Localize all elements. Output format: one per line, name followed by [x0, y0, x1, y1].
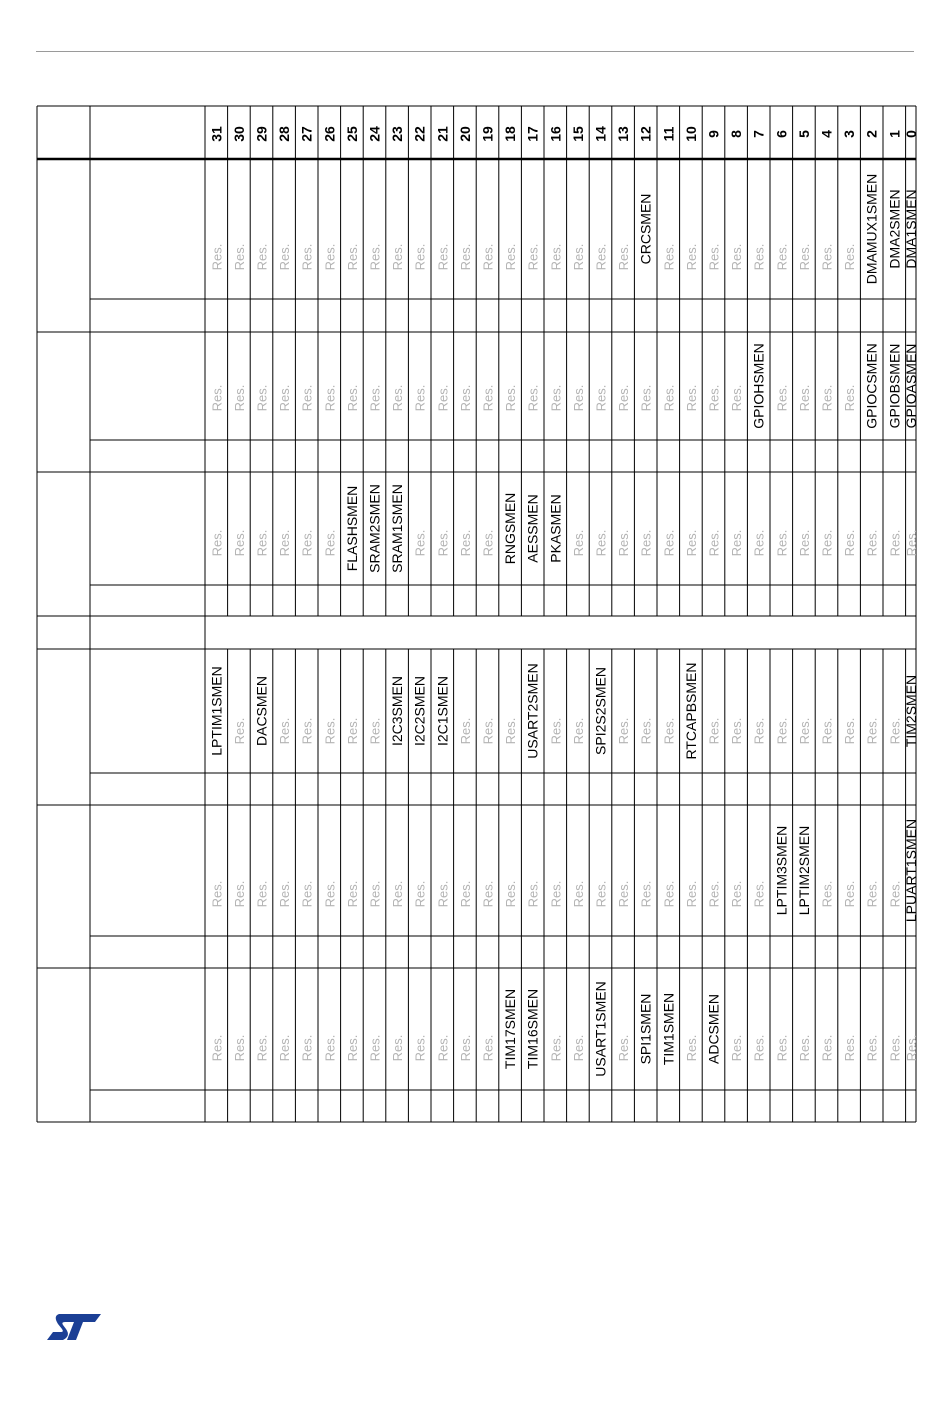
reserved-bit-label: Res. [751, 880, 767, 908]
reserved-bit-label: Res. [729, 717, 745, 745]
bit-number: 5 [795, 130, 812, 138]
reserved-bit-label: Res. [751, 529, 767, 557]
field-name-label: RTCAPBSMEN [682, 662, 699, 760]
bit-number: 15 [569, 126, 586, 142]
reserved-bit-label: Res. [570, 1034, 586, 1062]
reserved-bit-label: Res. [729, 243, 745, 271]
reserved-bit-label: Res. [525, 384, 541, 412]
reserved-bit-label: Res. [435, 529, 451, 557]
reserved-bit-label: Res. [593, 243, 609, 271]
reserved-bit-label: Res. [322, 243, 338, 271]
reserved-bit-label: Res. [593, 384, 609, 412]
bit-number: 9 [705, 130, 722, 138]
bit-number-row [208, 126, 919, 142]
reserved-bit-label: Res. [570, 880, 586, 908]
reserved-bit-label: Res. [480, 529, 496, 557]
reserved-bit-label: Res. [299, 880, 315, 908]
field-name-label: LPUART1SMEN [902, 818, 919, 923]
reserved-bit-label: Res. [842, 880, 858, 908]
reserved-bit-label: Res. [209, 384, 225, 412]
field-name-label: GPIOCSMEN [863, 343, 880, 429]
reserved-bit-label: Res. [277, 384, 293, 412]
reserved-bit-label: Res. [390, 243, 406, 271]
reserved-bit-label: Res. [796, 529, 812, 557]
reserved-bit-label: Res. [638, 880, 654, 908]
reserved-bit-label: Res. [616, 717, 632, 745]
field-name-label: RNGSMEN [502, 492, 519, 565]
reserved-bit-label: Res. [706, 243, 722, 271]
reserved-bit-label: Res. [683, 384, 699, 412]
bit-number: 17 [524, 126, 541, 142]
reserved-bit-label: Res. [842, 717, 858, 745]
bit-number: 27 [298, 126, 315, 142]
field-name-label: AESSMEN [524, 494, 541, 563]
reserved-bit-label: Res. [480, 717, 496, 745]
reserved-bit-label: Res. [729, 880, 745, 908]
reserved-bit-label: Res. [887, 880, 903, 908]
reserved-bit-label: Res. [548, 243, 564, 271]
bit-number: 28 [276, 126, 293, 142]
reserved-bit-label: Res. [344, 384, 360, 412]
reserved-bit-label: Res. [774, 384, 790, 412]
reserved-bit-label: Res. [570, 529, 586, 557]
reserved-bit-label: Res. [903, 529, 919, 557]
reserved-bit-label: Res. [457, 880, 473, 908]
reserved-bit-label: Res. [344, 1034, 360, 1062]
reserved-bit-label: Res. [390, 384, 406, 412]
bit-number: 21 [434, 126, 451, 142]
reserved-bit-label: Res. [435, 880, 451, 908]
reserved-bit-label: Res. [277, 717, 293, 745]
reserved-bit-label: Res. [480, 880, 496, 908]
field-name-label: GPIOBSMEN [886, 343, 903, 429]
reserved-bit-label: Res. [593, 880, 609, 908]
reserved-bit-label: Res. [277, 1034, 293, 1062]
field-name-cells [208, 174, 919, 1077]
reserved-bit-label: Res. [412, 880, 428, 908]
reserved-bit-label: Res. [412, 1034, 428, 1062]
reserved-bit-label: Res. [231, 880, 247, 908]
field-name-label: I2C3SMEN [389, 675, 406, 747]
reserved-bit-label: Res. [661, 717, 677, 745]
reserved-bit-label: Res. [729, 1034, 745, 1062]
bit-number: 22 [411, 126, 428, 142]
bit-number: 16 [547, 126, 564, 142]
reserved-bit-label: Res. [638, 529, 654, 557]
reserved-bit-label: Res. [457, 384, 473, 412]
reserved-bit-label: Res. [209, 880, 225, 908]
reserved-bit-label: Res. [796, 1034, 812, 1062]
reserved-bit-label: Res. [774, 1034, 790, 1062]
field-name-label: I2C2SMEN [411, 675, 428, 747]
reserved-bit-label: Res. [819, 717, 835, 745]
reserved-bit-label: Res. [887, 717, 903, 745]
field-name-label: LPTIM1SMEN [208, 666, 225, 756]
reserved-bit-label: Res. [367, 1034, 383, 1062]
reserved-bit-label: Res. [390, 1034, 406, 1062]
reserved-bit-label: Res. [525, 243, 541, 271]
reserved-bit-label: Res. [729, 529, 745, 557]
bit-number: 31 [208, 126, 225, 142]
reserved-bit-label: Res. [299, 717, 315, 745]
bit-number: 13 [615, 126, 632, 142]
reserved-bit-label: Res. [774, 529, 790, 557]
field-name-label: USART2SMEN [524, 663, 541, 759]
reserved-bit-label: Res. [412, 529, 428, 557]
field-name-label: DACSMEN [253, 675, 270, 747]
field-name-label: LPTIM3SMEN [773, 825, 790, 916]
reserved-bit-label: Res. [367, 384, 383, 412]
field-name-label: GPIOASMEN [902, 343, 919, 429]
reserved-bit-label: Res. [299, 529, 315, 557]
reserved-bit-label: Res. [864, 880, 880, 908]
bit-number: 30 [230, 126, 247, 142]
reserved-bit-label: Res. [864, 529, 880, 557]
field-name-label: TIM16SMEN [524, 988, 541, 1070]
reserved-bit-label: Res. [322, 880, 338, 908]
reserved-bit-label: Res. [322, 529, 338, 557]
reserved-bit-label: Res. [887, 529, 903, 557]
field-name-label: CRCSMEN [637, 193, 654, 265]
reserved-bit-label: Res. [774, 243, 790, 271]
bit-number: 20 [456, 126, 473, 142]
reserved-bit-label: Res. [322, 1034, 338, 1062]
reserved-bit-label: Res. [367, 880, 383, 908]
reserved-bit-label: Res. [525, 880, 541, 908]
reserved-bit-label: Res. [299, 243, 315, 271]
reserved-bit-label: Res. [819, 880, 835, 908]
reserved-bit-label: Res. [842, 384, 858, 412]
reserved-bit-label: Res. [593, 529, 609, 557]
reserved-bit-label: Res. [435, 1034, 451, 1062]
bit-number: 26 [321, 126, 338, 142]
reserved-bit-label: Res. [254, 1034, 270, 1062]
field-name-label: DMAMUX1SMEN [863, 173, 880, 285]
reserved-bit-label: Res. [819, 243, 835, 271]
reserved-bit-label: Res. [412, 243, 428, 271]
reserved-bit-label: Res. [548, 1034, 564, 1062]
reserved-bit-label: Res. [706, 880, 722, 908]
reserved-bit-label: Res. [390, 880, 406, 908]
bit-number: 14 [592, 126, 609, 142]
reserved-bit-label: Res. [231, 1034, 247, 1062]
reserved-bit-label: Res. [457, 529, 473, 557]
reserved-bit-label: Res. [819, 529, 835, 557]
reserved-bit-label: Res. [616, 1034, 632, 1062]
reserved-bit-label: Res. [842, 243, 858, 271]
bit-number: 25 [343, 126, 360, 142]
reserved-bit-label: Res. [231, 384, 247, 412]
reserved-bit-label: Res. [254, 529, 270, 557]
reserved-bit-label: Res. [774, 717, 790, 745]
reserved-bit-label: Res. [503, 880, 519, 908]
reserved-bit-label: Res. [661, 880, 677, 908]
reserved-bit-label: Res. [706, 717, 722, 745]
reserved-bit-label: Res. [457, 717, 473, 745]
reserved-bit-label: Res. [322, 717, 338, 745]
field-name-label: ADCSMEN [705, 993, 722, 1065]
bit-number: 23 [389, 126, 406, 142]
reserved-bit-label: Res. [638, 384, 654, 412]
reserved-bit-label: Res. [887, 1034, 903, 1062]
reserved-bit-label: Res. [435, 384, 451, 412]
field-name-label: I2C1SMEN [434, 675, 451, 747]
reserved-bit-label: Res. [480, 1034, 496, 1062]
bit-number: 19 [479, 126, 496, 142]
bit-number: 1 [886, 130, 903, 138]
field-name-label: SPI2S2SMEN [592, 667, 609, 755]
field-name-label: USART1SMEN [592, 981, 609, 1077]
bit-number: 24 [366, 126, 383, 142]
reserved-bit-label: Res. [661, 384, 677, 412]
reserved-bit-label: Res. [435, 243, 451, 271]
reserved-bit-label: Res. [683, 1034, 699, 1062]
reserved-bit-label: Res. [570, 243, 586, 271]
reserved-bit-label: Res. [503, 717, 519, 745]
reserved-bit-label: Res. [570, 717, 586, 745]
bit-number: 2 [863, 130, 880, 138]
reserved-bit-label: Res. [616, 243, 632, 271]
reserved-bit-label: Res. [796, 717, 812, 745]
reserved-bit-label: Res. [503, 243, 519, 271]
bit-number: 6 [773, 130, 790, 138]
reserved-bit-label: Res. [277, 880, 293, 908]
bit-number: 3 [841, 130, 858, 138]
reserved-bit-label: Res. [570, 384, 586, 412]
st-logo [45, 1310, 103, 1344]
reserved-bit-label: Res. [864, 717, 880, 745]
reserved-bit-label: Res. [457, 1034, 473, 1062]
reserved-bit-label: Res. [344, 880, 360, 908]
reserved-bit-label: Res. [548, 717, 564, 745]
reserved-bit-label: Res. [842, 1034, 858, 1062]
field-name-label: DMA2SMEN [886, 189, 903, 269]
bit-number: 0 [902, 130, 919, 138]
field-name-label: TIM2SMEN [902, 674, 919, 748]
reserved-bit-label: Res. [819, 384, 835, 412]
reserved-bit-label: Res. [683, 243, 699, 271]
field-name-label: SRAM2SMEN [366, 484, 383, 573]
reserved-bit-label: Res. [209, 243, 225, 271]
bit-number: 12 [637, 126, 654, 142]
reserved-bit-label: Res. [638, 717, 654, 745]
reserved-bit-label: Res. [548, 880, 564, 908]
reserved-bit-label: Res. [231, 717, 247, 745]
reserved-bit-label: Res. [616, 529, 632, 557]
reserved-bit-label: Res. [683, 529, 699, 557]
reserved-bit-label: Res. [277, 243, 293, 271]
reserved-bit-label: Res. [254, 243, 270, 271]
reserved-bit-label: Res. [209, 529, 225, 557]
reserved-bit-label: Res. [231, 529, 247, 557]
reserved-bit-label: Res. [367, 243, 383, 271]
bit-number: 7 [750, 130, 767, 138]
reserved-bit-label: Res. [706, 529, 722, 557]
field-name-label: TIM17SMEN [502, 988, 519, 1070]
reserved-bit-label: Res. [254, 384, 270, 412]
field-name-label: LPTIM2SMEN [795, 825, 812, 916]
reserved-bit-label: Res. [796, 384, 812, 412]
reserved-bit-label: Res. [299, 384, 315, 412]
reserved-bit-label: Res. [277, 529, 293, 557]
reserved-bit-label: Res. [796, 243, 812, 271]
reserved-bit-label: Res. [751, 1034, 767, 1062]
reserved-bit-label: Res. [616, 880, 632, 908]
reserved-bit-label: Res. [480, 384, 496, 412]
reserved-bit-label: Res. [864, 1034, 880, 1062]
field-name-label: GPIOHSMEN [750, 343, 767, 429]
bit-number: 29 [253, 126, 270, 142]
reserved-bit-label: Res. [367, 717, 383, 745]
reserved-bit-label: Res. [231, 243, 247, 271]
bit-number: 8 [728, 130, 745, 138]
field-name-label: SRAM1SMEN [389, 484, 406, 573]
reserved-bit-label: Res. [706, 384, 722, 412]
reserved-bit-label: Res. [751, 243, 767, 271]
bit-number: 4 [818, 130, 835, 138]
reserved-bit-label: Res. [683, 880, 699, 908]
reserved-bit-label: Res. [412, 384, 428, 412]
reserved-bit-label: Res. [616, 384, 632, 412]
field-name-label: PKASMEN [547, 494, 564, 563]
field-name-label: TIM1SMEN [660, 992, 677, 1066]
reserved-bit-label: Res. [729, 384, 745, 412]
reserved-bit-label: Res. [661, 243, 677, 271]
reserved-bit-label: Res. [903, 1034, 919, 1062]
reserved-bit-label: Res. [819, 1034, 835, 1062]
reserved-bit-label: Res. [548, 384, 564, 412]
field-name-label: FLASHSMEN [343, 485, 360, 572]
bit-number: 10 [682, 126, 699, 142]
reserved-bit-label: Res. [254, 880, 270, 908]
reserved-bit-label: Res. [457, 243, 473, 271]
bit-number: 18 [502, 126, 519, 142]
reserved-bit-label: Res. [344, 243, 360, 271]
reserved-bit-label: Res. [661, 529, 677, 557]
reserved-bit-label: Res. [751, 717, 767, 745]
field-name-label: SPI1SMEN [637, 993, 654, 1065]
reserved-bit-label: Res. [299, 1034, 315, 1062]
reserved-bit-label: Res. [480, 243, 496, 271]
reserved-bit-label: Res. [209, 1034, 225, 1062]
reserved-bit-label: Res. [842, 529, 858, 557]
reserved-bit-label: Res. [344, 717, 360, 745]
reserved-bit-label: Res. [322, 384, 338, 412]
field-name-label: DMA1SMEN [902, 189, 919, 269]
bit-number: 11 [660, 126, 677, 142]
reserved-bit-label: Res. [503, 384, 519, 412]
